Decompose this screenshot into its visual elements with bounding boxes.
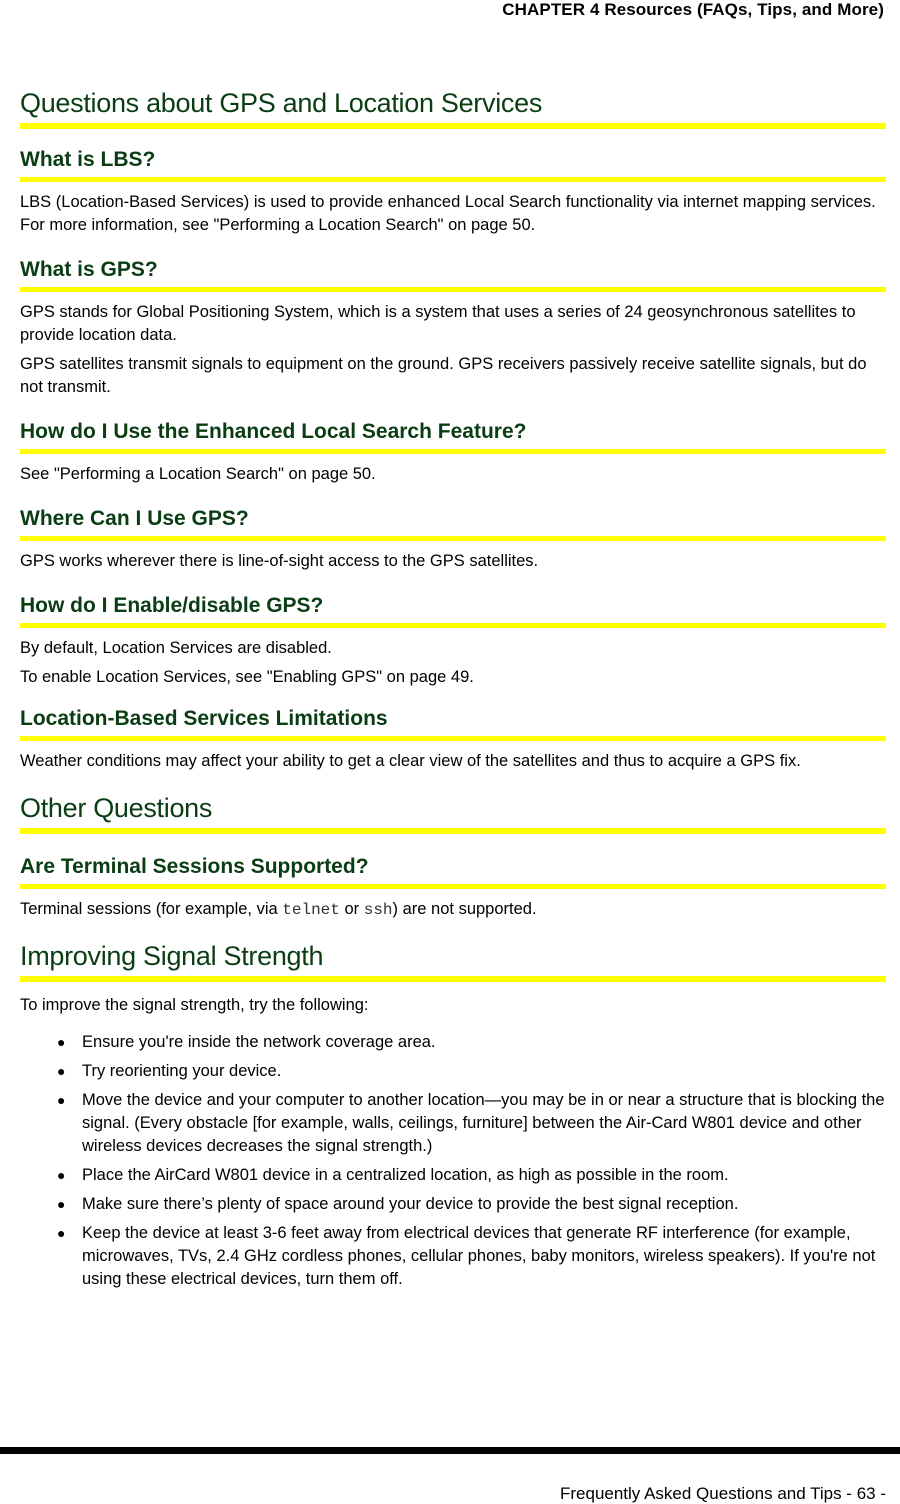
- chapter-header: CHAPTER 4 Resources (FAQs, Tips, and More): [502, 0, 884, 19]
- list-item-text: Keep the device at least 3-6 feet away from electrical devices that generate RF interference (for example, microwaves, TVs, 2.4 GHz cordless phones, cellular phones, baby monitors, wireless speakers). If you're not using these electrical devices, turn them off.: [82, 1224, 876, 1288]
- list-item: [20, 1060, 886, 1083]
- answer-terminal-text-end: ) are not supported.: [392, 900, 537, 918]
- list-item-text: Move the device and your computer to another location—you may be in or near a structure that is blocking the signal. (Every obstacle [for example, walls, ceilings, furniture] between the Air-Card W801 device and other wireless devices decreases the signal strength.): [82, 1091, 885, 1155]
- answer-terminal-or: or: [339, 900, 364, 918]
- answer-enable-gps-2: To enable Location Services, see "Enabling GPS" on page 49.: [20, 668, 474, 686]
- section-title-signal: Improving Signal Strength: [20, 941, 324, 971]
- heading-rule: [20, 536, 886, 541]
- section-title-other: Other Questions: [20, 793, 213, 823]
- bullet-icon: ●: [57, 1196, 66, 1212]
- code-ssh: ssh: [363, 901, 393, 919]
- heading-rule: [20, 976, 886, 982]
- question-terminal-sessions: Are Terminal Sessions Supported?: [20, 855, 369, 878]
- answer-terminal-text: Terminal sessions (for example, via: [20, 900, 283, 918]
- heading-rule: [20, 736, 886, 741]
- heading-rule: [20, 449, 886, 454]
- section-title-gps: Questions about GPS and Location Services: [20, 88, 543, 118]
- heading-rule: [20, 828, 886, 834]
- bullet-icon: ●: [57, 1225, 66, 1241]
- heading-rule: [20, 123, 886, 129]
- footer-rule: [0, 1447, 900, 1454]
- answer-where-gps: GPS works wherever there is line-of-sight access to the GPS satellites.: [20, 552, 539, 570]
- list-item: [20, 1222, 886, 1291]
- list-item-text: Place the AirCard W801 device in a centralized location, as high as possible in the room.: [82, 1166, 729, 1184]
- answer-gps-2: GPS satellites transmit signals to equipment on the ground. GPS receivers passively receive satellite signals, but do not transmit.: [20, 355, 867, 396]
- heading-rule: [20, 287, 886, 292]
- answer-lbs-limitations: Weather conditions may affect your ability to get a clear view of the satellites and thus to acquire a GPS fix.: [20, 752, 801, 770]
- list-item: [20, 1193, 886, 1216]
- question-lbs: What is LBS?: [20, 148, 156, 171]
- list-item-text: Ensure you're inside the network coverage area.: [82, 1033, 436, 1051]
- answer-terminal-sessions: [20, 898, 886, 922]
- bullet-icon: ●: [57, 1063, 66, 1079]
- bullet-icon: ●: [57, 1092, 66, 1108]
- bullet-icon: ●: [57, 1034, 66, 1050]
- question-where-gps: Where Can I Use GPS?: [20, 507, 249, 530]
- list-item-text: Make sure there’s plenty of space around your device to provide the best signal reception.: [82, 1195, 739, 1213]
- question-gps: What is GPS?: [20, 258, 158, 281]
- answer-lbs: LBS (Location-Based Services) is used to provide enhanced Local Search functionality via internet mapping services. For more information, see "Performing a Location Search" on page 50.: [20, 193, 876, 234]
- footer-page-label: Frequently Asked Questions and Tips - 63 -: [559, 1484, 886, 1503]
- code-telnet: telnet: [282, 901, 340, 919]
- bullet-icon: ●: [57, 1167, 66, 1183]
- signal-tips-list: [20, 1031, 886, 1291]
- question-enable-gps: How do I Enable/disable GPS?: [20, 594, 324, 617]
- list-item: [20, 1089, 886, 1158]
- question-enhanced-search: How do I Use the Enhanced Local Search Feature?: [20, 420, 527, 443]
- list-item: [20, 1031, 886, 1054]
- answer-enable-gps-1: By default, Location Services are disabled.: [20, 639, 332, 657]
- page-content: [20, 86, 886, 1291]
- list-item: [20, 1164, 886, 1187]
- heading-rule: [20, 623, 886, 628]
- answer-gps-1: GPS stands for Global Positioning System, which is a system that uses a series of 24 geosynchronous satellites to provide location data.: [20, 303, 856, 344]
- heading-rule: [20, 177, 886, 182]
- list-item-text: Try reorienting your device.: [82, 1062, 282, 1080]
- signal-intro: To improve the signal strength, try the following:: [20, 996, 369, 1014]
- heading-rule: [20, 884, 886, 889]
- answer-enhanced-search: See "Performing a Location Search" on page 50.: [20, 465, 376, 483]
- question-lbs-limitations: Location-Based Services Limitations: [20, 707, 388, 730]
